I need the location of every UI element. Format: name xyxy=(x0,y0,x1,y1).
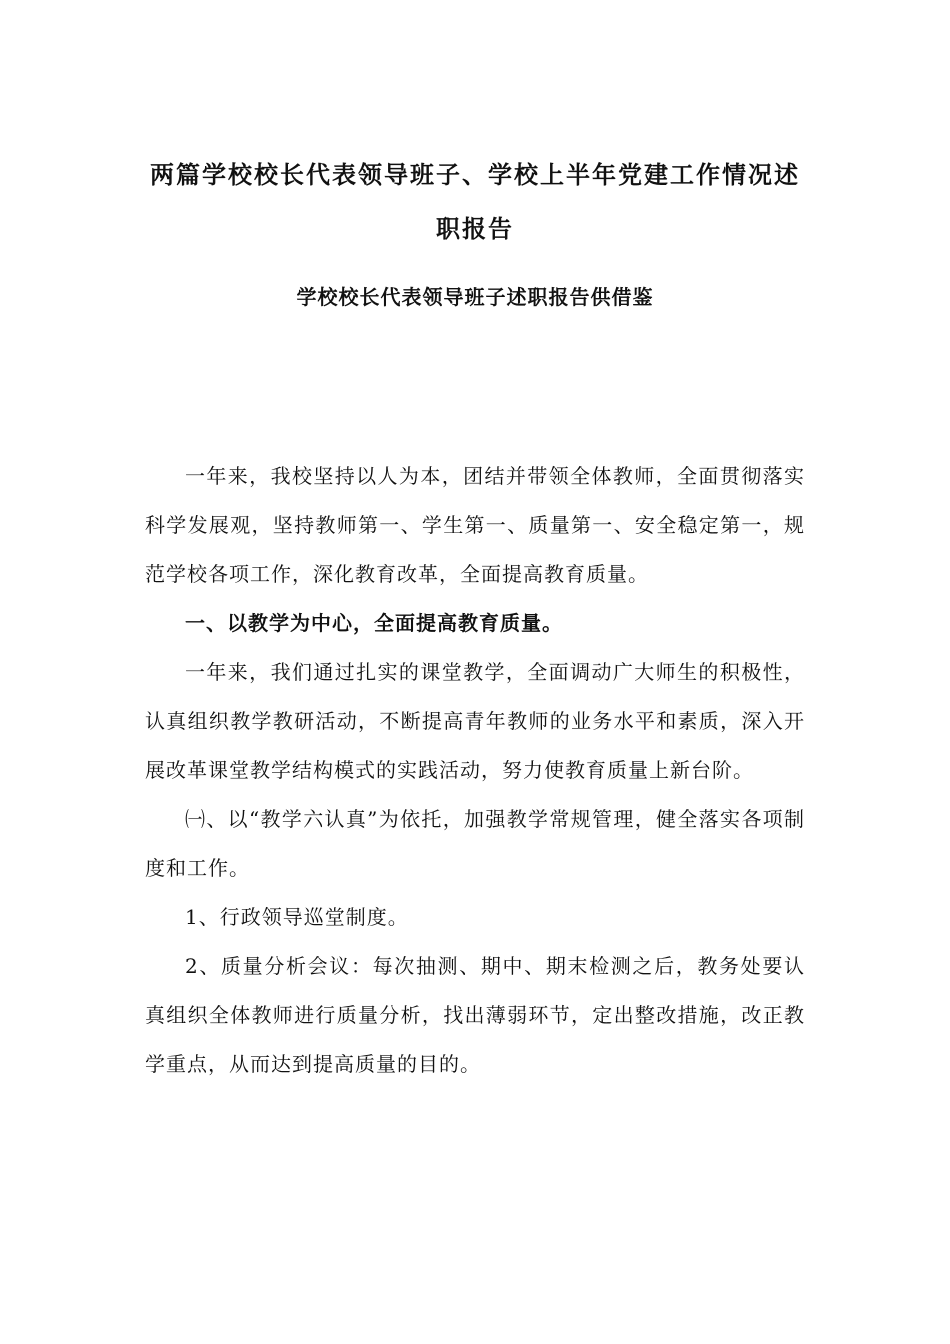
document-subtitle: 学校校长代表领导班子述职报告供借鉴 xyxy=(296,285,654,309)
section-heading: 一、以教学为中心，全面提高教育质量。 xyxy=(185,611,563,635)
intro-paragraph: 一年来，我校坚持以人为本，团结并带领全体教师，全面贯彻落实科学发展观，坚持教师第一、学生第一、质量第一、安全稳定第一，规范学校各项工作，深化教育改革，全面提高教育质量。 xyxy=(145,464,805,586)
document-title: 两篇学校校长代表领导班子、学校上半年党建工作情况述职报告 xyxy=(150,160,800,243)
list-item: 2、质量分析会议：每次抽测、期中、期末检测之后，教务处要认真组织全体教师进行质量分析，找出薄弱环节，定出整改措施，改正教学重点，从而达到提高质量的目的。 xyxy=(145,954,805,1076)
document-body xyxy=(145,452,805,1089)
subsection-paragraph: ㈠、以“教学六认真”为依托，加强教学常规管理，健全落实各项制度和工作。 xyxy=(145,807,805,880)
list-item: 1、行政领导巡堂制度。 xyxy=(185,905,409,929)
section-paragraph: 一年来，我们通过扎实的课堂教学，全面调动广大师生的积极性，认真组织教学教研活动，不断提高青年教师的业务水平和素质，深入开展改革课堂教学结构模式的实践活动，努力使教育质量上新台阶。 xyxy=(145,660,805,782)
